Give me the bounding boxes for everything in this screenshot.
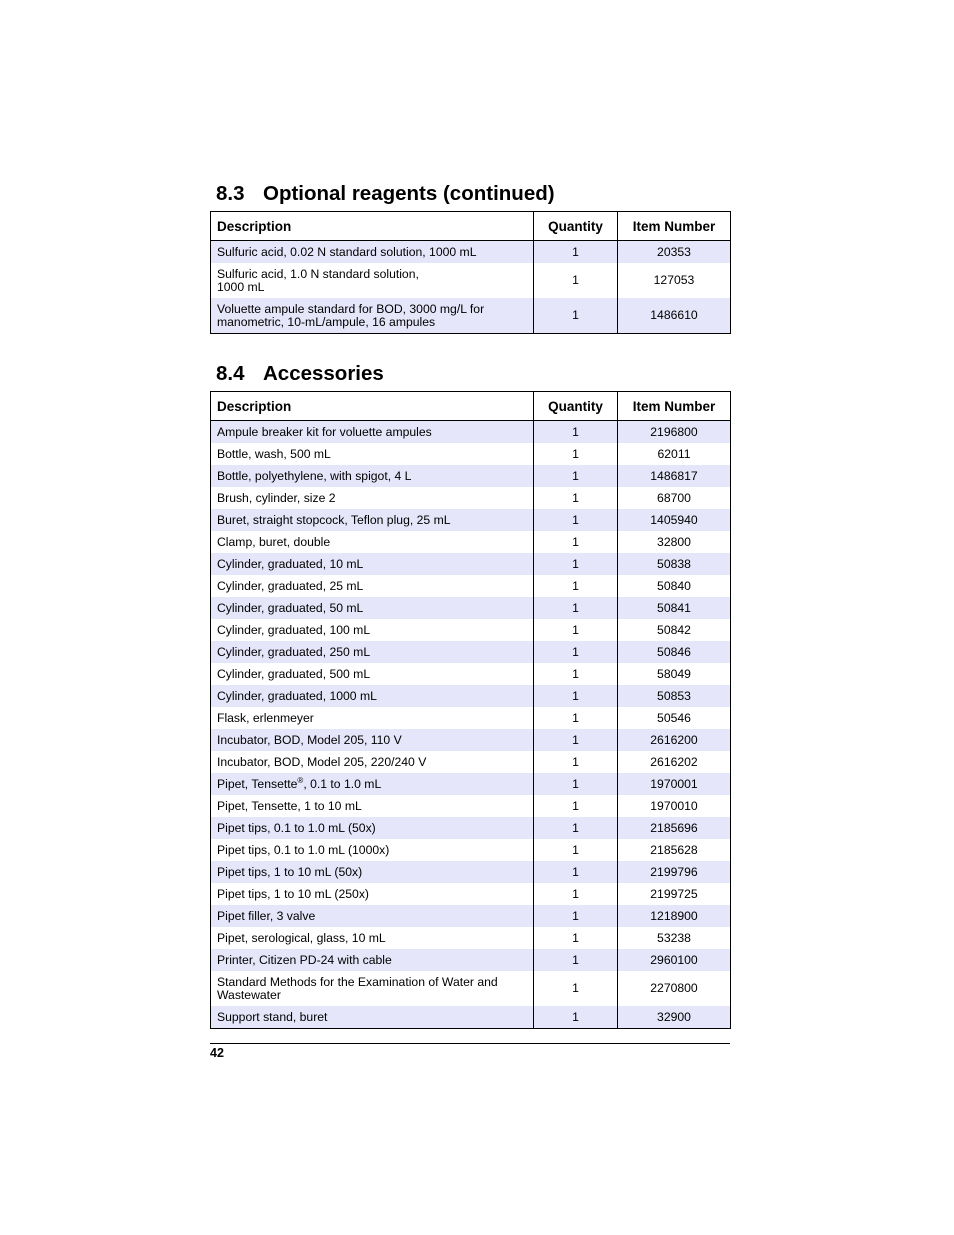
item-number-cell: 58049: [618, 663, 731, 685]
description-cell: [211, 619, 534, 641]
description-cell: [211, 773, 534, 795]
item-number-cell: 62011: [618, 443, 731, 465]
description-text: Pipet filler, 3 valve: [217, 908, 316, 923]
quantity-cell: 1: [534, 619, 618, 641]
quantity-cell: 1: [534, 553, 618, 575]
table-row: [211, 298, 731, 334]
table-row: [211, 509, 731, 531]
table-row: [211, 949, 731, 971]
item-number-cell: 1218900: [618, 905, 731, 927]
registered-mark: ®: [297, 775, 304, 785]
quantity-cell: 1: [534, 971, 618, 1006]
item-number-cell: 1970010: [618, 795, 731, 817]
table-row: [211, 795, 731, 817]
description-text: Cylinder, graduated, 100 mL: [217, 622, 371, 637]
section-number: 8.3: [216, 182, 245, 205]
quantity-cell: 1: [534, 465, 618, 487]
quantity-cell: 1: [534, 663, 618, 685]
item-number-cell: 50840: [618, 575, 731, 597]
quantity-cell: 1: [534, 641, 618, 663]
quantity-cell: 1: [534, 883, 618, 905]
quantity-cell: 1: [534, 509, 618, 531]
description-cell: [211, 905, 534, 927]
description-text: Brush, cylinder, size 2: [217, 490, 336, 505]
table-row: [211, 685, 731, 707]
description-text: Incubator, BOD, Model 205, 220/240 V: [217, 754, 427, 769]
quantity-cell: 1: [534, 487, 618, 509]
section-heading-8-3: [216, 182, 555, 206]
item-number-cell: 2185628: [618, 839, 731, 861]
item-number-cell: 2960100: [618, 949, 731, 971]
item-number-cell: 2199796: [618, 861, 731, 883]
description-text: Support stand, buret: [217, 1009, 328, 1024]
table-row: [211, 575, 731, 597]
column-header-quantity: Quantity: [534, 212, 618, 241]
item-number-cell: 2270800: [618, 971, 731, 1006]
description-cell: [211, 298, 534, 334]
accessories-table: [210, 391, 731, 1029]
description-text: Cylinder, graduated, 1000 mL: [217, 688, 377, 703]
quantity-cell: 1: [534, 298, 618, 334]
description-cell: [211, 553, 534, 575]
description-text: Clamp, buret, double: [217, 534, 331, 549]
item-number-cell: 50846: [618, 641, 731, 663]
description-line-2: 1000 mL: [217, 279, 265, 294]
description-cell: [211, 641, 534, 663]
item-number-cell: 53238: [618, 927, 731, 949]
description-cell: [211, 421, 534, 444]
description-text: Ampule breaker kit for voluette ampules: [217, 424, 432, 439]
description-cell: [211, 861, 534, 883]
description-cell: [211, 751, 534, 773]
description-text: Printer, Citizen PD-24 with cable: [217, 952, 392, 967]
page-number: 42: [210, 1046, 224, 1060]
table-row: [211, 729, 731, 751]
quantity-cell: 1: [534, 949, 618, 971]
description-text: Pipet tips, 1 to 10 mL (250x): [217, 886, 369, 901]
quantity-cell: 1: [534, 1006, 618, 1029]
quantity-cell: 1: [534, 861, 618, 883]
section-heading-8-4: [216, 362, 384, 386]
table-row: [211, 1006, 731, 1029]
table-row: [211, 817, 731, 839]
description-text: Buret, straight stopcock, Teflon plug, 25 mL: [217, 512, 451, 527]
description-line-2: Wastewater: [217, 987, 281, 1002]
table-row: [211, 905, 731, 927]
description-cell: [211, 883, 534, 905]
item-number-cell: 1486817: [618, 465, 731, 487]
section-number: 8.4: [216, 362, 245, 385]
column-header-quantity: Quantity: [534, 392, 618, 421]
quantity-cell: 1: [534, 707, 618, 729]
quantity-cell: 1: [534, 597, 618, 619]
table-row: [211, 553, 731, 575]
quantity-cell: 1: [534, 927, 618, 949]
description-line-2: manometric, 10-mL/ampule, 16 ampules: [217, 314, 436, 329]
item-number-cell: 32800: [618, 531, 731, 553]
table-row: [211, 663, 731, 685]
quantity-cell: 1: [534, 241, 618, 264]
item-number-cell: 1486610: [618, 298, 731, 334]
description-cell: [211, 465, 534, 487]
quantity-cell: 1: [534, 751, 618, 773]
description-text: Bottle, wash, 500 mL: [217, 446, 331, 461]
description-cell: [211, 707, 534, 729]
description-text: Cylinder, graduated, 500 mL: [217, 666, 371, 681]
description-cell: [211, 663, 534, 685]
description-line-1: Sulfuric acid, 1.0 N standard solution,: [217, 266, 419, 281]
quantity-cell: 1: [534, 817, 618, 839]
description-text: Bottle, polyethylene, with spigot, 4 L: [217, 468, 412, 483]
item-number-cell: 1970001: [618, 773, 731, 795]
table-row: [211, 927, 731, 949]
quantity-cell: 1: [534, 729, 618, 751]
table-row: [211, 839, 731, 861]
description-cell: [211, 531, 534, 553]
section-title: Accessories: [263, 362, 384, 385]
description-cell: [211, 817, 534, 839]
item-number-cell: 50841: [618, 597, 731, 619]
item-number-cell: 2616200: [618, 729, 731, 751]
quantity-cell: 1: [534, 795, 618, 817]
description-cell: Sulfuric acid, 0.02 N standard solution, 1000 mL: [211, 241, 534, 264]
description-text: Cylinder, graduated, 50 mL: [217, 600, 364, 615]
table-row: [211, 597, 731, 619]
quantity-cell: 1: [534, 685, 618, 707]
description-text: Pipet tips, 0.1 to 1.0 mL (50x): [217, 820, 376, 835]
item-number-cell: 50842: [618, 619, 731, 641]
quantity-cell: 1: [534, 421, 618, 444]
table-row: [211, 641, 731, 663]
description-line-1: Voluette ampule standard for BOD, 3000 mg/L for: [217, 301, 485, 316]
item-number-cell: 68700: [618, 487, 731, 509]
description-text: Cylinder, graduated, 25 mL: [217, 578, 364, 593]
description-text: Pipet, Tensette: [217, 776, 298, 791]
section-title: Optional reagents (continued): [263, 182, 555, 205]
item-number-cell: 127053: [618, 263, 731, 298]
item-number-cell: 2616202: [618, 751, 731, 773]
description-text: Pipet tips, 0.1 to 1.0 mL (1000x): [217, 842, 390, 857]
description-text: Incubator, BOD, Model 205, 110 V: [217, 732, 402, 747]
item-number-cell: 32900: [618, 1006, 731, 1029]
description-cell: [211, 795, 534, 817]
table-row: [211, 751, 731, 773]
description-cell: [211, 839, 534, 861]
table-row: [211, 531, 731, 553]
quantity-cell: 1: [534, 531, 618, 553]
quantity-cell: 1: [534, 905, 618, 927]
table-row: [211, 443, 731, 465]
table-row: [211, 487, 731, 509]
description-text: Flask, erlenmeyer: [217, 710, 314, 725]
item-number-cell: 2185696: [618, 817, 731, 839]
quantity-cell: 1: [534, 773, 618, 795]
table-row: [211, 263, 731, 298]
description-text: Pipet tips, 1 to 10 mL (50x): [217, 864, 363, 879]
column-header-item-number: Item Number: [618, 212, 731, 241]
column-header-description: Description: [211, 392, 534, 421]
description-text: Pipet, Tensette, 1 to 10 mL: [217, 798, 362, 813]
description-cell: [211, 443, 534, 465]
description-cell: [211, 729, 534, 751]
quantity-cell: 1: [534, 839, 618, 861]
footer-divider: [210, 1043, 730, 1044]
table-row: [211, 883, 731, 905]
table-row: [211, 465, 731, 487]
description-cell: [211, 685, 534, 707]
column-header-item-number: Item Number: [618, 392, 731, 421]
quantity-cell: 1: [534, 443, 618, 465]
description-text: Cylinder, graduated, 10 mL: [217, 556, 364, 571]
column-header-description: Description: [211, 212, 534, 241]
description-text: Standard Methods for the Examination of Water and: [217, 974, 498, 989]
table-row: [211, 619, 731, 641]
table-row: [211, 241, 731, 264]
item-number-cell: 20353: [618, 241, 731, 264]
optional-reagents-table: [210, 211, 731, 334]
table-row: [211, 773, 731, 795]
description-cell: [211, 263, 534, 298]
description-cell: [211, 575, 534, 597]
description-cell: [211, 971, 534, 1006]
item-number-cell: 50546: [618, 707, 731, 729]
item-number-cell: 1405940: [618, 509, 731, 531]
item-number-cell: 50838: [618, 553, 731, 575]
description-cell: [211, 927, 534, 949]
description-cell: [211, 487, 534, 509]
table-header-row: [211, 392, 731, 421]
description-text: Cylinder, graduated, 250 mL: [217, 644, 371, 659]
description-cell: [211, 949, 534, 971]
quantity-cell: 1: [534, 263, 618, 298]
table-row: [211, 971, 731, 1006]
table-header-row: [211, 212, 731, 241]
description-text: Pipet, serological, glass, 10 mL: [217, 930, 386, 945]
quantity-cell: 1: [534, 575, 618, 597]
table-row: [211, 861, 731, 883]
item-number-cell: 2196800: [618, 421, 731, 444]
table-row: [211, 421, 731, 444]
table-row: [211, 707, 731, 729]
description-cell: [211, 597, 534, 619]
description-cell: [211, 509, 534, 531]
description-text-tail: , 0.1 to 1.0 mL: [303, 776, 382, 791]
description-cell: [211, 1006, 534, 1029]
item-number-cell: 2199725: [618, 883, 731, 905]
item-number-cell: 50853: [618, 685, 731, 707]
